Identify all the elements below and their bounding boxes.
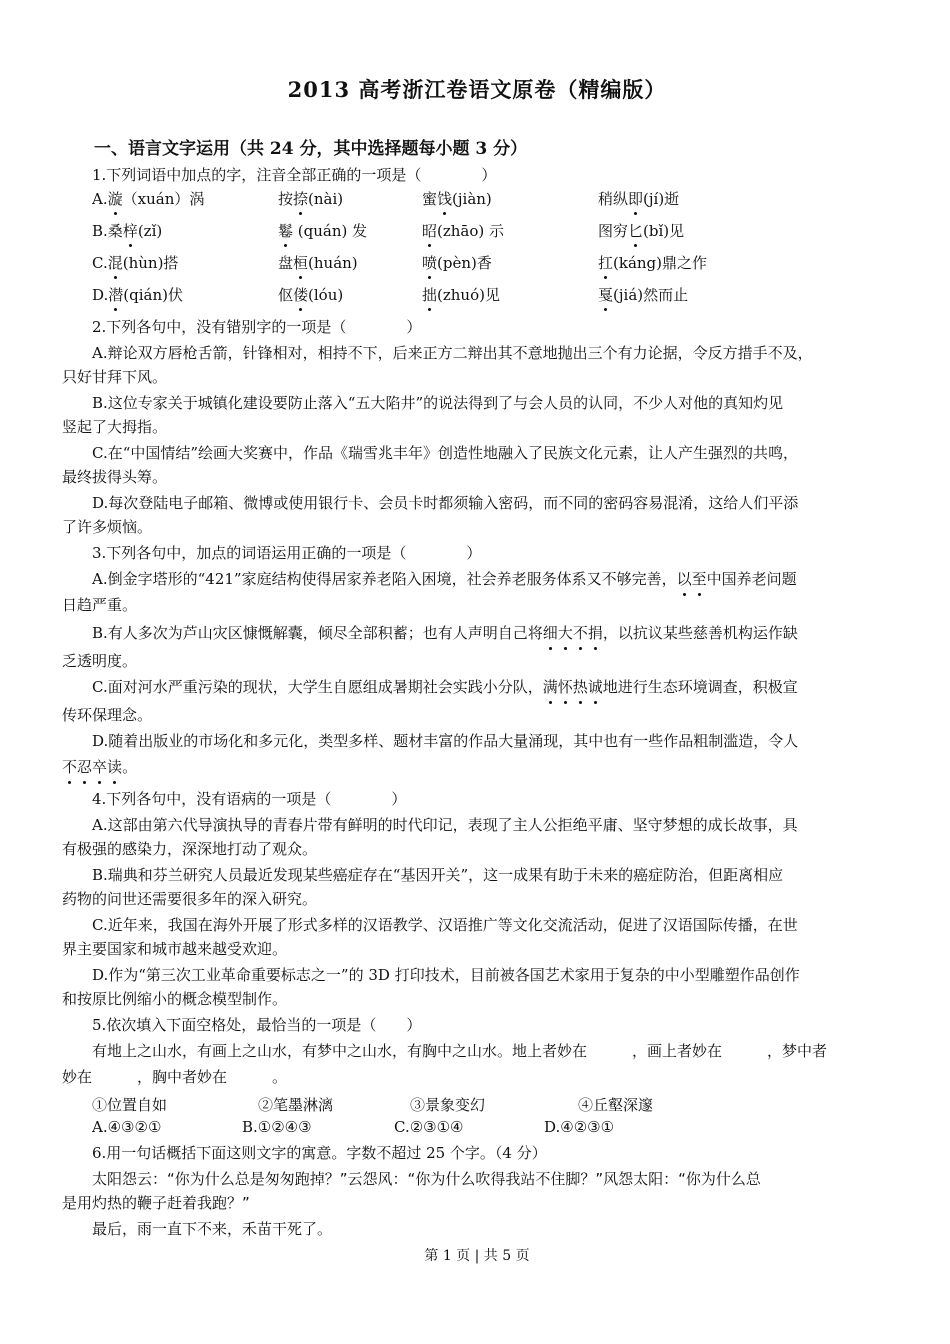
q3-option-d: D.随着出版业的市场化和多元化，类型多样、题材丰富的作品大量涌现，其中也有一些作品粗制滥造，令人 (92, 732, 799, 750)
q5-item: ③景象变幻 (410, 1096, 486, 1114)
q1-text: (jiàn) (452, 190, 492, 208)
q3-dotted-term (543, 624, 603, 642)
q1-dotted-char: 扛 (598, 254, 614, 272)
q3-option-c (92, 676, 798, 698)
q6-passage: 太阳怨云：“你为什么总是匆匆跑掉？”云怨风：“你为什么吹得我站不住脚？”风怨太阳：“你为什么总 (92, 1170, 761, 1188)
q1-option-a-item (278, 188, 343, 209)
q1-dotted-char: 匕 (628, 222, 644, 240)
q3-line: 乏透明度。 (62, 652, 138, 670)
q2-line: C.在“中国情结”绘画大奖赛中，作品《瑞雪兆丰年》创造性地融入了民族文化元素，让人产生强烈的共鸣， (92, 444, 799, 462)
q3-text: B.有人多次为芦山灾区慷慨解囊，倾尽全部积蓄；也有人声明自己将 (92, 624, 543, 642)
dotted-char: 细 (542, 624, 558, 642)
q1-text: (jí)逝 (643, 190, 680, 208)
q1-option-a-item (422, 188, 492, 209)
q1-dotted-char: 饯 (437, 190, 453, 208)
q1-text: B.桑 (92, 222, 123, 240)
q3-option-a (92, 568, 797, 590)
q1-dotted-char: 梓 (122, 222, 138, 240)
q1-stem: 1.下列词语中加点的字，注音全部正确的一项是（ ） (92, 166, 497, 184)
q1-option-c-item (598, 252, 707, 273)
q4-line: D.作为“第三次工业革命重要标志之一”的 3D 打印技术，目前被各国艺术家用于复杂的中小型雕塑作品创作 (92, 966, 800, 984)
q1-text: 图穷 (598, 222, 629, 240)
q1-text: 稍纵 (598, 190, 629, 208)
q5-passage: 妙在 ，胸中者妙在 。 (62, 1068, 288, 1086)
q1-text: 盘 (278, 254, 294, 272)
q1-text: (quán) 发 (293, 222, 368, 240)
q4-line: 和按原比例缩小的概念模型制作。 (62, 990, 288, 1008)
q1-text: D. (92, 286, 109, 304)
q1-option-a-item (598, 188, 679, 209)
q1-text: (zhuó)见 (437, 286, 500, 304)
q1-option-b-item (92, 220, 162, 241)
q6-passage: 是用灼热的鞭子赶着我跑？” (62, 1194, 250, 1212)
dotted-char: 不 (62, 758, 78, 776)
q4-line: 药物的问世还需要很多年的深入研究。 (62, 890, 318, 908)
q6-stem: 6.用一句话概括下面这则文字的寓意。字数不超过 25 个字。（4 分） (92, 1144, 547, 1162)
q1-dotted-char: 混 (107, 254, 123, 272)
dotted-char: 怀 (557, 678, 573, 696)
q4-stem: 4.下列各句中，没有语病的一项是（ ） (92, 790, 407, 808)
q1-dotted-char: 桓 (293, 254, 309, 272)
q3-stem: 3.下列各句中，加点的词语运用正确的一项是（ ） (92, 544, 482, 562)
q1-option-d-item (598, 284, 688, 305)
q1-option-d-item (422, 284, 500, 305)
q1-text: 伛 (278, 286, 294, 304)
q3-dotted-term (62, 758, 122, 776)
q3-line: 日趋严重。 (62, 596, 138, 614)
q3-dotted-term (677, 570, 707, 588)
q1-text: A. (92, 190, 108, 208)
q1-text: (zǐ) (137, 222, 163, 240)
q4-line: C.近年来，我国在海外开展了形式多样的汉语教学、汉语推广等文化交流活动，促进了汉语国际传播，在世 (92, 916, 798, 934)
q2-line: A.辩论双方唇枪舌箭，针锋相对，相持不下，后来正方二辩出其不意地抛出三个有力论据，令反方措手不及， (92, 344, 813, 362)
q3-text: A.倒金字塔形的“421”家庭结构使得居家养老陷入困境，社会养老服务体系又不够完善， (92, 570, 677, 588)
dotted-char: 不 (572, 624, 588, 642)
q1-text: (jiá)然而止 (613, 286, 689, 304)
dotted-char: 读 (107, 758, 123, 776)
q3-dotted-term (543, 678, 603, 696)
q5-choice: C.②③①④ (394, 1118, 464, 1136)
q1-option-b-item (598, 220, 684, 241)
q3-text: 地进行生态环境调查，积极宣 (602, 678, 798, 696)
page-footer: 第 1 页 | 共 5 页 (424, 1248, 530, 1264)
q1-text: (lóu) (308, 286, 344, 304)
q2-line: 最终拔得头筹。 (62, 468, 168, 486)
page-title: 2013 高考浙江卷语文原卷（精编版） (287, 77, 667, 102)
dotted-char: 至 (691, 570, 707, 588)
q2-line: 只好甘拜下风。 (62, 368, 168, 386)
q1-text: (huán) (308, 254, 358, 272)
q4-line: A.这部由第六代导演执导的青春片带有鲜明的时代印记，表现了主人公拒绝平庸、坚守梦想的成长故事，具 (92, 816, 798, 834)
q5-stem: 5.依次填入下面空格处，最恰当的一项是（ ） (92, 1016, 422, 1034)
q2-line: 竖起了大拇指。 (62, 418, 168, 436)
q1-dotted-char: 鬈 (278, 222, 294, 240)
q3-line: 传环保理念。 (62, 706, 153, 724)
q1-dotted-char: 捺 (293, 190, 309, 208)
q2-line: D.每次登陆电子邮箱、微博或使用银行卡、会员卡时都须输入密码，而不同的密码容易混淆，这给人们平添 (92, 494, 799, 512)
q1-option-c-item (92, 252, 178, 273)
q1-text: (zhāo) 示 (437, 222, 505, 240)
q1-option-b-item (422, 220, 504, 241)
q1-text: (pèn)香 (437, 254, 492, 272)
q1-text: 按 (278, 190, 294, 208)
q1-text: C. (92, 254, 108, 272)
q1-text: （xuán）涡 (122, 190, 205, 208)
q1-option-b-item (278, 220, 367, 241)
q4-line: 有极强的感染力，深深地打动了观众。 (62, 840, 318, 858)
q1-text: (nài) (308, 190, 344, 208)
q5-passage: 有地上之山水，有画上之山水，有梦中之山水，有胸中之山水。地上者妙在 ，画上者妙在 ，梦中者 (92, 1042, 828, 1060)
q4-line: B.瑞典和芬兰研究人员最近发现某些癌症存在“基因开关”，这一成果有助于未来的癌症防治，但距离相应 (92, 866, 784, 884)
q1-dotted-char: 漩 (107, 190, 123, 208)
q5-item: ④丘壑深邃 (578, 1096, 654, 1114)
q1-text: (káng)鼎之作 (613, 254, 708, 272)
q3-text: ，以抗议某些慈善机构运作缺 (602, 624, 798, 642)
q5-choice: B.①②④③ (242, 1118, 312, 1136)
section-heading: 一、语言文字运用（共 24 分，其中选择题每小题 3 分） (94, 139, 528, 159)
q4-line: 界主要国家和城市越来越受欢迎。 (62, 940, 288, 958)
q2-line: B.这位专家关于城镇化建设要防止落入“五大陷井”的说法得到了与会人员的认同，不少人对他的真知灼见 (92, 394, 784, 412)
q1-dotted-char: 潜 (108, 286, 124, 304)
q5-choice: A.④③②① (92, 1118, 162, 1136)
dotted-char: 诚 (587, 678, 603, 696)
q1-text: (hùn)搭 (122, 254, 179, 272)
q1-option-c-item (422, 252, 492, 273)
dotted-char: 捐 (587, 624, 603, 642)
q1-text: (qián)伏 (123, 286, 183, 304)
q1-dotted-char: 戛 (598, 286, 614, 304)
dotted-char: 以 (676, 570, 692, 588)
q3-option-b (92, 622, 798, 644)
q1-text: 蜜 (422, 190, 438, 208)
q1-option-d-item (92, 284, 183, 305)
dotted-char: 大 (557, 624, 573, 642)
dotted-char: 热 (572, 678, 588, 696)
q3-text: C.面对河水严重污染的现状，大学生自愿组成暑期社会实践小分队， (92, 678, 543, 696)
q1-dotted-char: 昭 (422, 222, 438, 240)
q1-dotted-char: 偻 (293, 286, 309, 304)
q1-dotted-char: 即 (628, 190, 644, 208)
dotted-char: 满 (542, 678, 558, 696)
q1-text: (bǐ)见 (643, 222, 685, 240)
q1-option-c-item (278, 252, 358, 273)
q1-dotted-char: 拙 (422, 286, 438, 304)
q1-option-a-item (92, 188, 204, 209)
q5-item: ②笔墨淋漓 (258, 1096, 334, 1114)
dotted-char: 卒 (92, 758, 108, 776)
dotted-char: 忍 (77, 758, 93, 776)
q6-passage: 最后，雨一直下不来，禾苗干死了。 (92, 1220, 333, 1238)
q2-stem: 2.下列各句中，没有错别字的一项是（ ） (92, 318, 422, 336)
q3-line (62, 756, 137, 778)
q1-option-d-item (278, 284, 343, 305)
q5-choice: D.④②③① (544, 1118, 615, 1136)
q5-item: ①位置自如 (92, 1096, 168, 1114)
q3-text: 。 (122, 758, 138, 776)
q2-line: 了许多烦恼。 (62, 518, 153, 536)
q3-text: 中国养老问题 (706, 570, 797, 588)
q1-dotted-char: 喷 (422, 254, 438, 272)
